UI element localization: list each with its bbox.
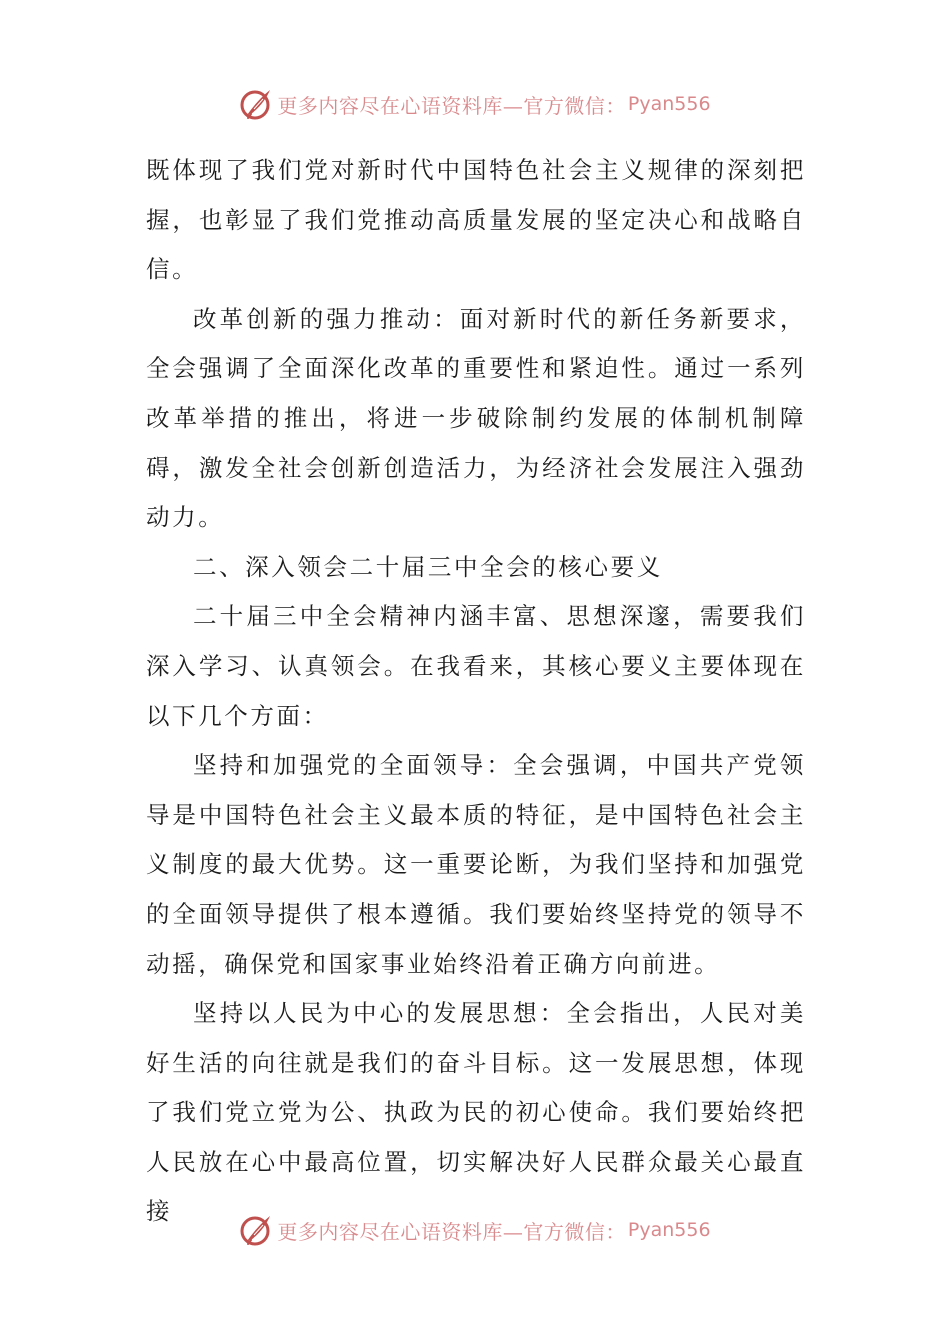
paragraph-3: 二十届三中全会精神内涵丰富、思想深邃，需要我们深入学习、认真领会。在我看来，其核心要义主要体现在以下几个方面：: [146, 602, 806, 730]
footer-brand-text: 更多内容尽在心语资料库—官方微信：: [277, 1219, 626, 1244]
paragraph-5: 坚持以人民为中心的发展思想：全会指出，人民对美好生活的向往就是我们的奋斗目标。这一发展思想，体现了我们党立党为公、执政为民的初心使命。我们要始终把人民放在心中最高位置，切实解决好人民群众最关心最直接: [146, 999, 806, 1226]
footer-wechat-id: Pyan556: [627, 1219, 711, 1241]
header-wechat-id: Pyan556: [627, 93, 711, 115]
paragraph-4: 坚持和加强党的全面领导：全会强调，中国共产党领导是中国特色社会主义最本质的特征，是中国特色社会主义制度的最大优势。这一重要论断，为我们坚持和加强党的全面领导提供了根本遵循。我们要始终坚持党的领导不动摇，确保党和国家事业始终沿着正确方向前进。: [146, 751, 806, 978]
document-body: [146, 146, 806, 1237]
section-heading: 二、深入领会二十届三中全会的核心要义: [193, 552, 663, 581]
header-brand-text: 更多内容尽在心语资料库—官方微信：: [277, 93, 626, 118]
paragraph-1: 既体现了我们党对新时代中国特色社会主义规律的深刻把握，也彰显了我们党推动高质量发展的坚定决心和战略自信。: [146, 156, 806, 284]
quill-logo-icon: [239, 1213, 273, 1247]
footer-banner: [0, 1208, 950, 1252]
quill-logo-icon: [239, 87, 273, 121]
paragraph-2: 改革创新的强力推动：面对新时代的新任务新要求，全会强调了全面深化改革的重要性和紧迫性。通过一系列改革举措的推出，将进一步破除制约发展的体制机制障碍，激发全社会创新创造活力，为经济社会发展注入强劲动力。: [146, 304, 806, 532]
header-banner: [0, 82, 950, 126]
